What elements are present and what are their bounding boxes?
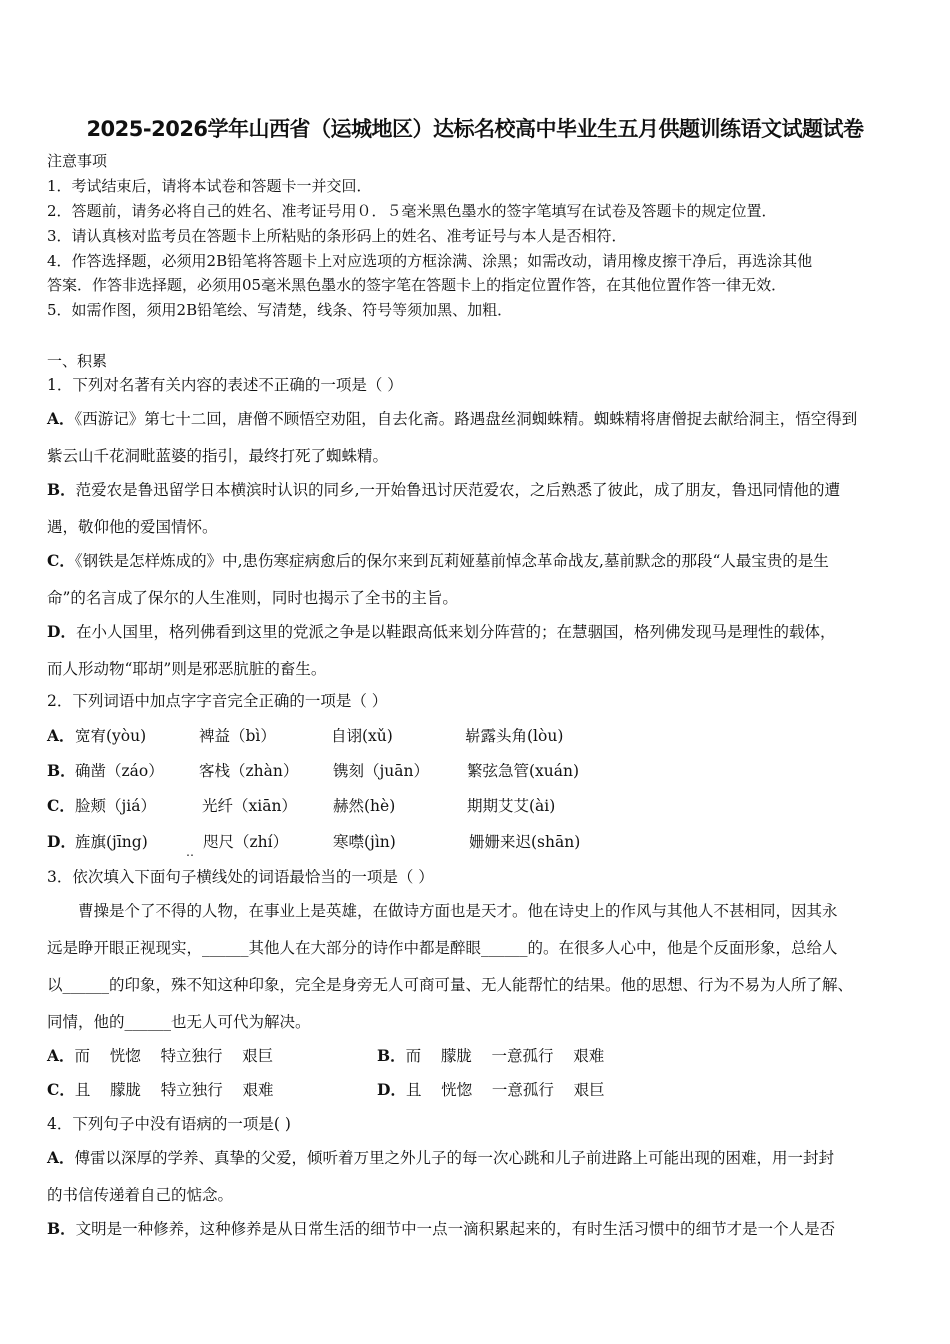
word-item: 期期艾艾(ài)	[467, 797, 556, 815]
option-text: 范爱农是鲁迅留学日本横滨时认识的同乡,一开始鲁迅讨厌范爱农，之后熟悉了彼此，成了朋友，鲁迅同情他的遭	[75, 481, 841, 499]
notice-item: 2．答题前，请务必将自己的姓名、准考证号用０．５毫米黑色墨水的签字笔填写在试卷及答题卡的规定位置．	[47, 202, 777, 220]
notice-item: 5．如需作图，须用2B铅笔绘、写清楚，线条、符号等须加黑、加粗．	[47, 301, 513, 319]
option-label: D．	[377, 1080, 406, 1099]
word-item: 旌旗(jīng)	[75, 833, 148, 851]
option-label: A．	[47, 1046, 75, 1065]
word-item: 脸颊（jiá）	[75, 797, 157, 815]
question-1-option-b-cont: 遇，敬仰他的爱国情怀。	[47, 518, 218, 536]
option-text: 《西游记》第七十二回，唐僧不顾悟空劝阻，自去化斋。路遇盘丝洞蜘蛛精。蜘蛛精将唐僧捉去献给洞主，悟空得到	[74, 410, 858, 428]
question-3-passage: 同情，他的______也无人可代为解决。	[47, 1013, 311, 1031]
question-3-option-c	[47, 1079, 273, 1101]
word-item: 崭露头角(lòu)	[465, 727, 564, 745]
notice-item: 4．作答选择题，必须用2B铅笔将答题卡上对应选项的方框涂满、涂黑；如需改动，请用橡皮擦干净后，再选涂其他	[47, 252, 813, 270]
question-1-option-b	[47, 479, 909, 501]
option-label: A．	[47, 726, 75, 745]
option-label: D．	[47, 832, 76, 851]
question-1-stem: 1．下列对名著有关内容的表述不正确的一项是（ ）	[47, 376, 403, 394]
option-text: 傅雷以深厚的学养、真挚的父爱，倾听着万里之外儿子的每一次心跳和儿子前进路上可能出现的困难，用一封封	[74, 1149, 835, 1167]
word-item: 客栈（zhàn）	[199, 762, 299, 780]
option-label: B．	[47, 1219, 76, 1238]
word-item: 自诩(xǔ)	[331, 727, 393, 745]
word-item: 确凿（záo）	[75, 762, 164, 780]
option-label: B．	[47, 480, 76, 499]
option-text: 在小人国里，格列佛看到这里的党派之争是以鞋跟高低来划分阵营的；在慧骃国，格列佛发现马是理性的载体，	[75, 623, 836, 641]
notice-item: 答案．作答非选择题，必须用05毫米黑色墨水的签字笔在答题卡上的指定位置作答，在其他位置作答一律无效．	[47, 276, 787, 294]
option-text: 文明是一种修养，这种修养是从日常生活的细节中一点一滴积累起来的，有时生活习惯中的细节才是一个人是否	[75, 1220, 836, 1238]
section-heading: 一、积累	[47, 352, 108, 370]
question-1-option-a	[47, 408, 909, 430]
word-item: 咫尺（zhí）	[203, 833, 289, 851]
word-item: 裨益（bì）	[199, 727, 276, 745]
question-3-option-a	[47, 1045, 273, 1067]
word-item: 姗姗来迟(shān)	[469, 833, 581, 851]
emphasis-dots: ‥	[186, 845, 195, 859]
question-1-option-c-cont: 命”的名言成了保尔的人生准则，同时也揭示了全书的主旨。	[47, 589, 458, 607]
question-4-stem: 4．下列句子中没有语病的一项是( )	[47, 1115, 291, 1133]
word-item: 寒噤(jìn)	[333, 833, 396, 851]
option-text: 《钢铁是怎样炼成的》中,患伤寒症病愈后的保尔来到瓦莉娅墓前悼念革命战友,墓前默念的那段“人最宝贵的是生	[74, 552, 829, 570]
question-4-option-a	[47, 1147, 909, 1169]
question-1-option-d-cont: 而人形动物“耶胡”则是邪恶肮脏的畜生。	[47, 660, 327, 678]
page-title: 2025-2026学年山西省（运城地区）达标名校高中毕业生五月供题训练语文试题试卷	[86, 117, 864, 141]
option-text: 且 恍惚 一意孤行 艰巨	[405, 1081, 605, 1099]
word-item: 繁弦急管(xuán)	[467, 762, 580, 780]
notice-heading: 注意事项	[47, 152, 108, 170]
question-1-option-a-cont: 紫云山千花洞毗蓝婆的指引，最终打死了蜘蛛精。	[47, 447, 389, 465]
option-label: C．	[47, 1080, 75, 1099]
question-4-option-a-cont: 的书信传递着自己的惦念。	[47, 1186, 234, 1204]
option-text: 且 朦胧 特立独行 艰难	[74, 1081, 274, 1099]
option-label: D．	[47, 622, 76, 641]
word-item: 光纤（xiān）	[202, 797, 297, 815]
option-label: B．	[47, 761, 76, 780]
word-item: 宽宥(yòu)	[75, 727, 147, 745]
question-3-passage: 以______的印象，殊不知这种印象，完全是身旁无人可商可量、无人能帮忙的结果。他的思想、行为不易为人所了解、	[47, 976, 854, 994]
question-1-option-d	[47, 621, 909, 643]
question-4-option-b	[47, 1218, 909, 1240]
option-text: 而 恍惚 特立独行 艰巨	[74, 1047, 274, 1065]
option-label: B．	[377, 1046, 406, 1065]
question-3-stem: 3．依次填入下面句子横线处的词语最恰当的一项是（ ）	[47, 868, 434, 886]
question-2-stem: 2．下列词语中加点字字音完全正确的一项是（ ）	[47, 692, 388, 710]
notice-item: 3．请认真核对监考员在答题卡上所粘贴的条形码上的姓名、准考证号与本人是否相符．	[47, 227, 627, 245]
question-3-option-d	[377, 1079, 605, 1101]
question-1-option-c	[47, 550, 909, 572]
option-label: A．	[47, 409, 75, 428]
word-item: 赫然(hè)	[333, 797, 396, 815]
notice-item: 1．考试结束后，请将本试卷和答题卡一并交回．	[47, 177, 372, 195]
question-3-passage: 曹操是个了不得的人物，在事业上是英雄，在做诗方面也是天才。他在诗史上的作风与其他人不甚相同，因其永	[78, 902, 838, 920]
option-text: 而 朦胧 一意孤行 艰难	[405, 1047, 605, 1065]
option-label: A．	[47, 1148, 75, 1167]
question-3-passage: 远是睁开眼正视现实，______其他人在大部分的诗作中都是醉眼______的。在很多人心中，他是个反面形象，总给人	[47, 939, 838, 957]
question-3-option-b	[377, 1045, 604, 1067]
word-item: 镌刻（juān）	[333, 762, 430, 780]
option-label: C．	[47, 796, 75, 815]
option-label: C．	[47, 551, 75, 570]
